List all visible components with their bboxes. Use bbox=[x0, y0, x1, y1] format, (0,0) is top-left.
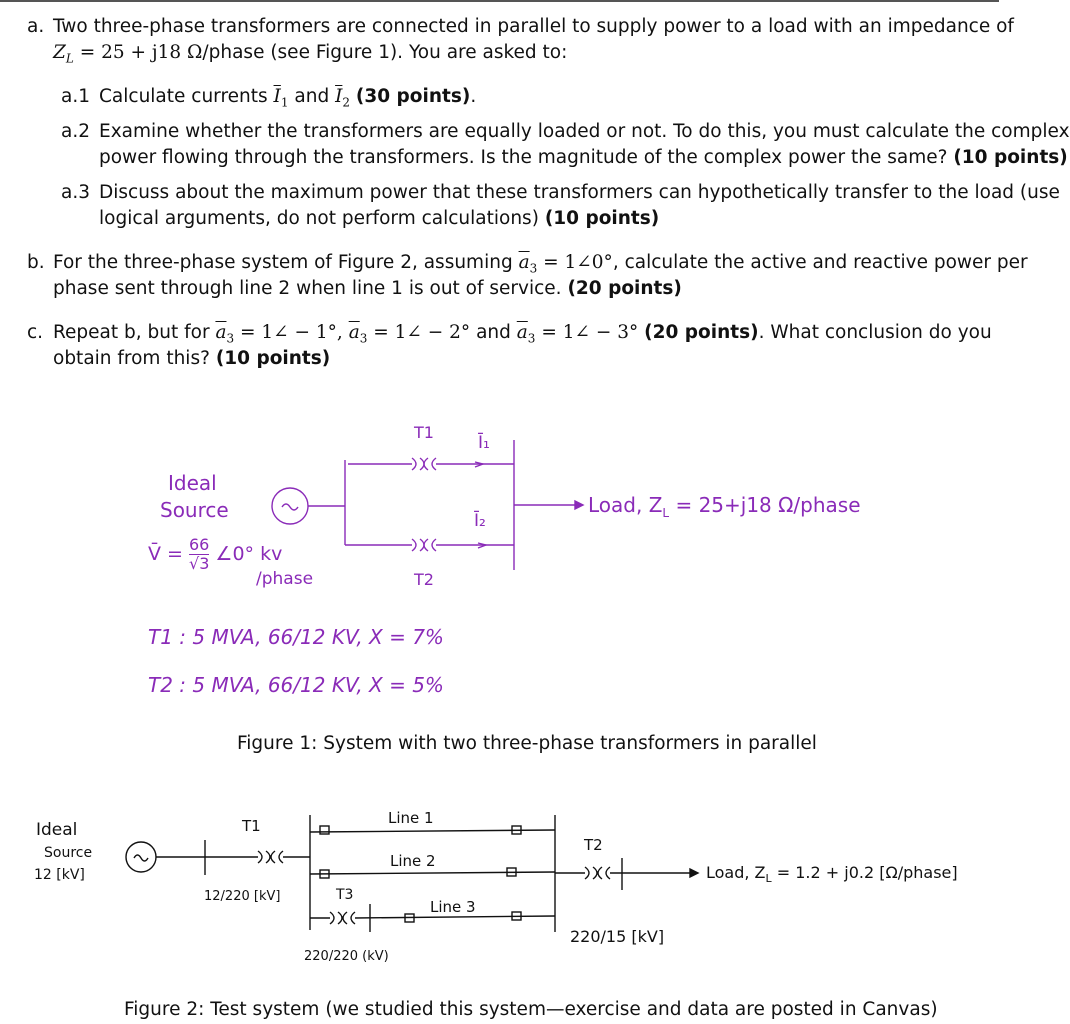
problem-a-marker: a. bbox=[27, 16, 45, 37]
problem-b-line1: For the three-phase system of Figure 2, assuming $\overline{a}_3$ = 1∠0°, calculate the active and reactive power per bbox=[53, 252, 1028, 276]
fig1-t1-label: T1 bbox=[414, 423, 434, 442]
fig1-load-label: Load, $Z_L = 25+j18$ Ω/phase bbox=[588, 493, 861, 520]
problem-a3-line2: logical arguments, do not perform calculations) (10 points) bbox=[99, 208, 660, 229]
problem-a1-text: Calculate currents $\overline{I}_1$ and $\overline{I}_2$ (30 points). bbox=[99, 86, 477, 110]
figure-2-caption: Figure 2: Test system (we studied this system—exercise and data are posted in Canvas) bbox=[124, 999, 938, 1020]
problem-b-marker: b. bbox=[27, 252, 45, 273]
problem-a-line2: $Z_L = 25 + j18$ Ω/phase (see Figure 1). You are asked to: bbox=[53, 42, 568, 66]
fig2-breaker-l1-left bbox=[320, 826, 329, 834]
fig1-voltage: V̄ = $\frac{66}{√3}$ ∠0° kv bbox=[148, 535, 283, 573]
problem-a2-line1: Examine whether the transformers are equally loaded or not. To do this, you must calculate the complex bbox=[99, 121, 1070, 142]
fig2-load-label: Load, $Z_L = 1.2 + j0.2$ [Ω/phase] bbox=[706, 863, 958, 886]
problem-a3-line1: Discuss about the maximum power that these transformers can hypothetically transfer to the load (use bbox=[99, 182, 1060, 203]
fig1-t2-label: T2 bbox=[414, 570, 434, 589]
fig2-source-kv: 12 [kV] bbox=[34, 867, 85, 883]
problem-a3-marker: a.3 bbox=[61, 182, 90, 203]
fig2-t1-ratio: 12/220 [kV] bbox=[204, 889, 281, 904]
fig2-t3-ratio: 220/220 (kV) bbox=[304, 949, 389, 964]
fig1-t2-spec: T2 : 5 MVA, 66/12 KV, X = 5% bbox=[148, 673, 444, 697]
fig1-ideal-label: Ideal bbox=[168, 471, 217, 495]
problem-a1-marker: a.1 bbox=[61, 86, 90, 107]
fig2-t2-symbol bbox=[585, 867, 597, 879]
fig2-t3-label: T3 bbox=[336, 887, 354, 903]
fig2-ideal-label: Ideal bbox=[36, 820, 78, 840]
fig1-i1-label: Ī₁ bbox=[478, 433, 490, 453]
figure-1-caption: Figure 1: System with two three-phase transformers in parallel bbox=[237, 733, 817, 754]
fig1-i2-label: Ī₂ bbox=[474, 511, 486, 531]
fig2-t2-ratio: 220/15 [kV] bbox=[570, 927, 665, 946]
problem-a2-marker: a.2 bbox=[61, 121, 90, 142]
fig2-t2-label: T2 bbox=[584, 836, 603, 854]
fig2-t1-symbol bbox=[258, 851, 270, 863]
fig2-t1-label: T1 bbox=[242, 817, 261, 835]
problem-a-line1: Two three-phase transformers are connected in parallel to supply power to a load with an impedance of bbox=[53, 16, 1014, 37]
fig2-line1-label: Line 1 bbox=[388, 809, 434, 827]
fig2-t3-symbol bbox=[330, 912, 342, 924]
problem-b-line2: phase sent through line 2 when line 1 is out of service. (20 points) bbox=[53, 278, 682, 299]
fig2-line2-label: Line 2 bbox=[390, 852, 436, 870]
fig2-sine-icon bbox=[134, 855, 148, 861]
fig2-line3-label: Line 3 bbox=[430, 898, 476, 916]
fig1-voltage-per: /phase bbox=[256, 569, 314, 589]
fig1-source-label: Source bbox=[160, 498, 229, 522]
fig1-t1-spec: T1 : 5 MVA, 66/12 KV, X = 7% bbox=[148, 625, 444, 649]
problem-c-line2: obtain from this? (10 points) bbox=[53, 348, 331, 369]
fig2-source-label: Source bbox=[44, 845, 93, 861]
problem-a2-line2: power flowing through the transformers. Is the magnitude of the complex power the same? (10 points) bbox=[99, 147, 1068, 168]
fig2-load-arrow-icon bbox=[690, 869, 698, 877]
problem-c-line1: Repeat b, but for $\overline{a}_3$ = 1∠ − 1°, $\overline{a}_3$ = 1∠ − 2° and $\overline{a}_3$ = 1∠ − 3° (20 points). What conclusion do you bbox=[53, 322, 992, 346]
problem-c-marker: c. bbox=[27, 322, 44, 343]
